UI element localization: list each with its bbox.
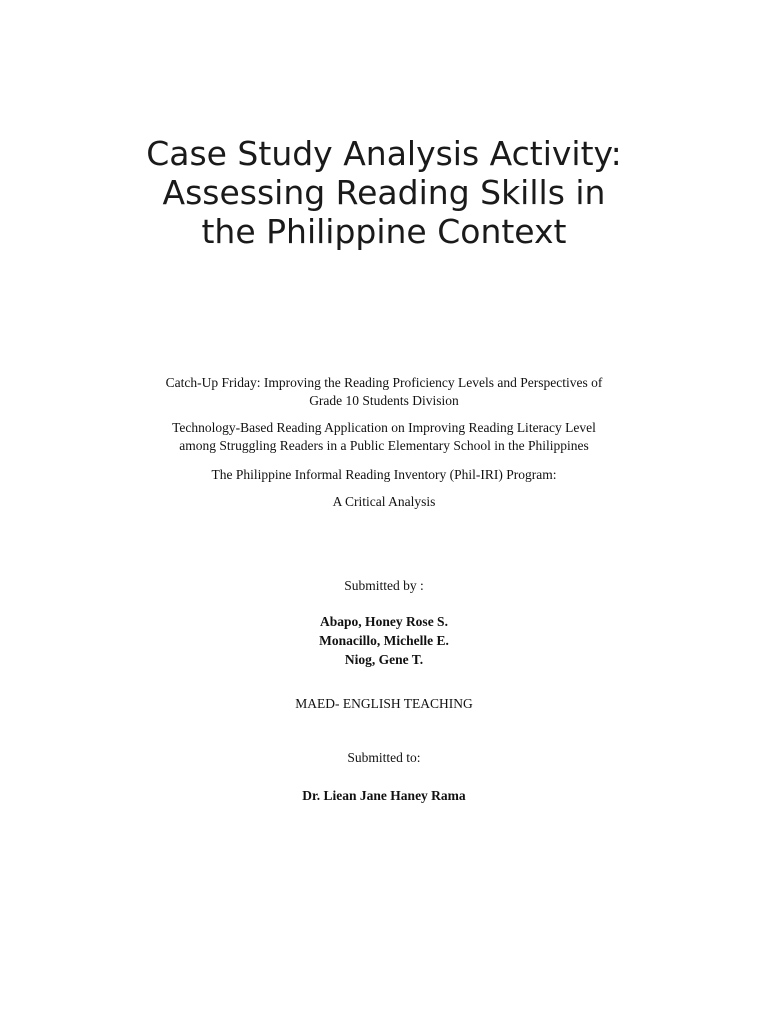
study-title-1: [120, 374, 648, 410]
program-name: MAED- ENGLISH TEACHING: [295, 696, 473, 711]
submitted-by-label: Submitted by :: [344, 578, 424, 593]
author-name: Monacillo, Michelle E.: [319, 633, 449, 648]
submitted-to-label: Submitted to:: [347, 750, 421, 765]
instructor-name: Dr. Liean Jane Haney Rama: [302, 788, 466, 803]
study-title-1-line-1: Catch-Up Friday: Improving the Reading Proficiency Levels and Perspectives of: [165, 375, 603, 390]
document-title: Case Study Analysis Activity: Assessing Reading Skills in the Philippine Context: [146, 134, 622, 251]
study-title-1-line-2: Grade 10 Students Division: [309, 393, 459, 408]
study-title-2: [120, 419, 648, 455]
author-list: [120, 612, 648, 669]
study-title-2-line-2: among Struggling Readers in a Public Elementary School in the Philippines: [179, 438, 589, 453]
study-title-3-line-1: The Philippine Informal Reading Inventory (Phil-IRI) Program:: [211, 467, 557, 482]
author-name: Niog, Gene T.: [344, 652, 424, 667]
study-title-2-line-1: Technology-Based Reading Application on Improving Reading Literacy Level: [172, 420, 596, 435]
author-name: Abapo, Honey Rose S.: [320, 614, 448, 629]
study-title-3-line-2: A Critical Analysis: [332, 494, 436, 509]
